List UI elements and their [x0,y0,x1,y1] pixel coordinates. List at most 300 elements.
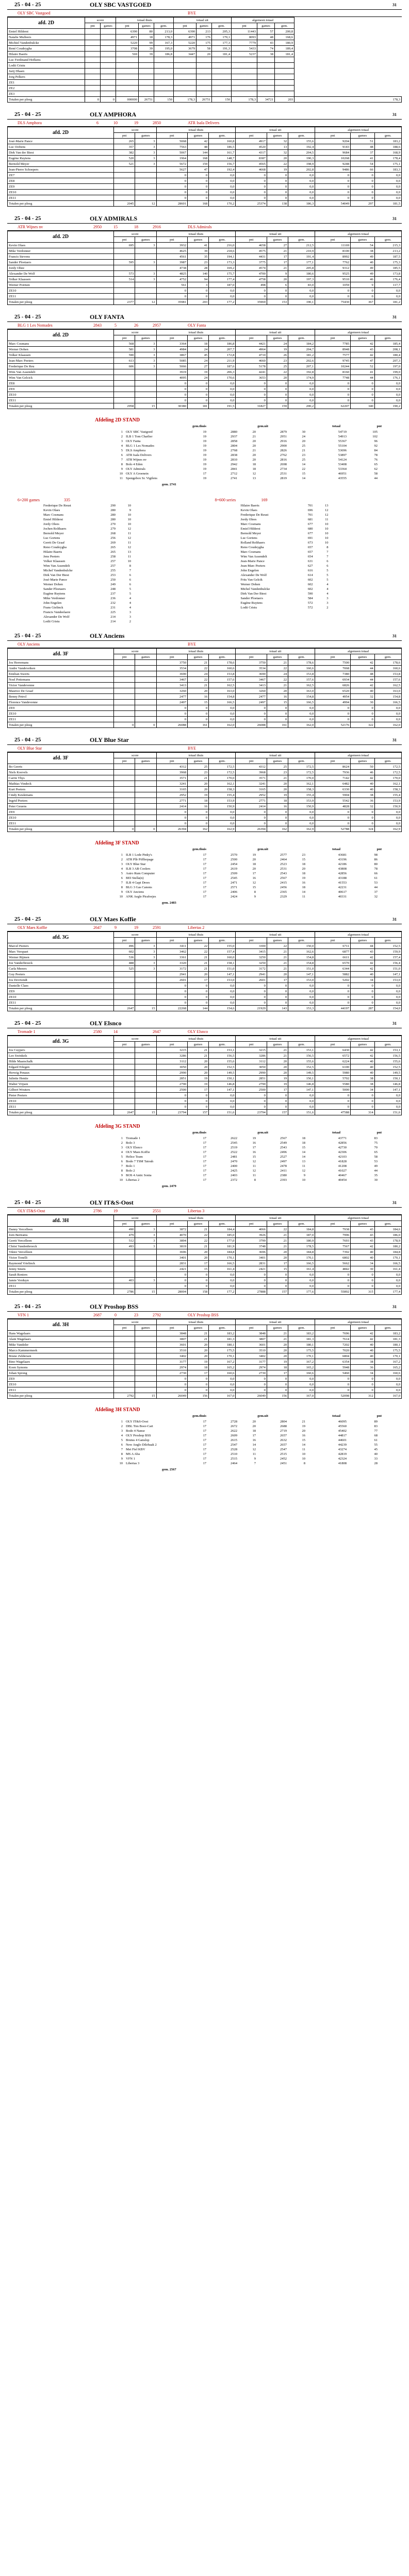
ranking-row [205,605,402,610]
score-cell: 17 [267,260,288,265]
total-cell: 367 [350,299,374,305]
home-team: OLY Blue Star [18,746,42,751]
score-cell: 191,3 [212,46,232,52]
score-cell: 44 [350,666,374,671]
score-cell: 2414 [156,804,187,809]
score-cell: 3750 [236,660,267,666]
score-cell: 3 [135,949,156,955]
player-name: Werner Poirnen [8,282,114,288]
standings-cell: 42306 [338,1150,347,1154]
standings-cell: 20 [252,439,256,443]
col-subheader: pnt [315,1221,351,1227]
score-cell: 160,6 [209,1370,236,1376]
col-subheader: games [197,23,212,29]
card-header [7,0,402,10]
player-name: Sander Ploetaers [43,587,66,591]
score-cell: 3250 [236,955,267,960]
score-cell: 0 [315,195,351,201]
player-count: 5 [129,587,131,591]
score-cell: 7068 [315,666,351,671]
standings-cell: 18 [302,1137,305,1140]
score-cell [85,40,101,46]
score-cell: 2974 [236,1365,267,1370]
score-cell: 178,6 [288,660,315,666]
player-name: Bruno Zeldersen [8,1353,114,1359]
standings-cell: 42856 [338,1141,347,1145]
player-name: Wim Van Assendelt [8,369,114,375]
score-cell [114,1064,135,1070]
total-cell: 161 [187,722,208,728]
player-name: Eugène Ruytens [8,156,114,161]
standings-cell: 53364 [338,467,347,471]
score-cell: 3447 [174,52,197,57]
total-cell: 170,2 [209,201,236,207]
standings-col-header [268,1414,309,1419]
score-cell: 3260 [236,688,267,694]
total-cell: 55892 [315,1289,351,1295]
team-title: OLY IT&S-Oost [90,1198,134,1206]
col-subheader: pnt [315,133,351,139]
score-cell: 210,9 [288,248,315,254]
col-subheader: gem. [288,237,315,243]
col-header: score [85,18,116,23]
player-score: 237 [110,592,116,596]
score-cell [116,57,139,63]
card-header [7,1019,402,1028]
score-cell [135,184,156,190]
col-subheader: games [187,335,208,341]
score-cell: 21 [267,660,288,666]
score-cell [232,86,257,91]
standings-cell: 18 [302,886,305,889]
score-cell: 0,0 [374,989,401,994]
score-cell [135,1059,156,1064]
score-cell: 0,0 [288,1093,315,1098]
score-cell [114,711,135,717]
score-cell: 0,0 [288,1382,315,1387]
totals-label: Totalen per ploeg [8,1110,114,1115]
total-cell: 151,6 [374,1110,401,1115]
score-cell: 39 [187,248,208,254]
score-cell: 7936 [315,770,351,775]
score-cell: 0 [267,1278,288,1283]
standings-row [7,1461,402,1466]
standings-cell: 2 [121,858,123,861]
standings-cell: 2471 [231,881,237,885]
player-name: Alexander De Wolf [43,615,70,619]
score-cell [275,69,295,74]
col-header: totaal uit [174,18,232,23]
table-row [8,294,402,299]
score-cell: 188,6 [374,144,401,150]
col-header: totaal thuis [156,1036,236,1042]
score-cell [232,63,257,69]
table-row [8,677,402,683]
total-cell: 0 [135,722,156,728]
player-name: ZE10 [8,1098,114,1104]
score-cell: 21 [187,775,208,781]
total-cell: 15 [135,1393,156,1399]
col-header: totaal thuis [156,1319,236,1325]
score-cell: 52 [350,364,374,369]
match-score: 2916 [153,225,161,229]
score-table [7,1319,402,1399]
ranking-row [7,517,205,522]
score-cell: 3 [135,150,156,156]
standings-cell: 46095 [338,1420,347,1423]
score-cell: 0,0 [374,184,401,190]
score-cell: 581 [114,347,135,352]
standings-cell: 25 [302,444,305,448]
total-cell: 52176 [315,722,351,728]
score-cell: 3401 [236,1255,267,1261]
col-subheader: games [187,1325,208,1331]
score-cell: 152,5 [209,1064,236,1070]
score-cell: 357 [114,144,135,150]
score-cell: 7567 [315,1244,351,1249]
standings-cell: 20 [252,453,256,457]
player-name: Jos Herremans [8,660,114,666]
score-cell: 151,0 [209,966,236,972]
total-cell: 154,0 [374,1006,401,1011]
total-cell: 28004 [156,1289,187,1295]
standings-cell: 8 [254,1178,256,1182]
score-cell: 151,0 [374,966,401,972]
score-cell: 0,0 [209,190,236,195]
total-cell: 47588 [315,1110,351,1115]
total-cell: 34721 [257,97,275,103]
totals-label: Totalen per ploeg [8,826,114,832]
standings-cell: 25 [302,458,305,462]
col-header: totaal thuis [156,231,236,237]
score-cell: 34 [350,1261,374,1266]
score-cell: 0 [315,711,351,717]
score-cell: 573 [114,271,135,277]
total-cell: 162,0 [288,722,315,728]
ranking-row [205,540,402,545]
score-cell [85,29,101,35]
col-subheader: games [135,1042,156,1047]
standings-cell: 19 [203,439,206,443]
score-cell [114,677,135,683]
score-cell: 6572 [315,1053,351,1059]
score-cell: 4825 [156,271,187,277]
player-name: Jens Peeters [43,555,60,558]
score-cell [135,700,156,705]
score-cell: 192,4 [209,167,236,173]
score-cell: 40 [350,781,374,787]
score-cell: 21 [187,955,208,960]
standings-col-header: totaal [332,425,340,428]
score-cell: 180,1 [209,1342,236,1348]
score-cell: 146,8 [374,1081,401,1087]
standings-row [7,1447,402,1452]
score-cell [114,1382,135,1387]
ranking-row [205,503,402,508]
score-cell [232,91,257,97]
score-cell: 0 [267,821,288,826]
score-cell: 48 [187,144,208,150]
score-cell: 0,0 [209,386,236,392]
score-cell: 0 [187,1098,208,1104]
player-count: 6 [129,578,131,582]
score-cell: 4971 [116,35,139,40]
total-cell: 143 [267,1006,288,1011]
score-cell: 17 [187,1370,208,1376]
score-cell: 185,4 [374,341,401,347]
score-cell [139,63,154,69]
table-row [8,688,402,694]
player-name: ZE11 [8,717,114,722]
score-table [7,1036,402,1115]
total-cell: 23794 [236,1110,267,1115]
score-cell: 6934 [315,677,351,683]
col-header: totaal thuis [116,18,174,23]
col-subheader: pnt [116,23,139,29]
standings-cell: 8 [303,1462,305,1465]
total-cell: 324 [350,826,374,832]
score-cell: 38 [350,792,374,798]
score-cell: 202,6 [288,358,315,364]
score-cell: 189,4 [275,46,295,52]
score-cell: 9510 [315,277,351,282]
score-cell: 3968 [236,770,267,775]
standings-row [7,1456,402,1461]
score-cell: 0,0 [209,983,236,989]
score-cell: 0,0 [288,1283,315,1289]
standings-cell: Astro Rum Computer [126,872,155,875]
ranking-row [7,550,205,554]
score-cell: 0 [350,294,374,299]
score-cell [114,392,135,398]
standings-row [7,1173,402,1178]
standings-col-header [206,1414,237,1419]
score-cell: 2952 [156,792,187,798]
score-cell: 42 [350,775,374,781]
score-cell: 3286 [236,1053,267,1059]
total-cell: 159 [267,403,288,409]
table-row [8,150,402,156]
score-cell [275,86,295,91]
player-name: ZE10 [8,288,114,294]
standings-cell: 22 [302,467,305,471]
player-name: Carla Meeers [8,966,114,972]
score-cell: 536 [114,955,135,960]
table-row [8,358,402,364]
score-cell: 512 [114,1238,135,1244]
player-name: Sander Ploetaers [8,260,114,265]
col-header: score [114,1215,156,1221]
standings-col-header: gem.thuis [192,1131,206,1134]
score-cell: 21 [267,683,288,688]
player-name: Jamie Verduyn [8,1278,114,1283]
col-subheader: games [350,133,374,139]
standings-cell: 40 [374,1452,378,1456]
standings-cell: OLY Proshop BSS [126,1434,151,1437]
score-cell [275,91,295,97]
ranking-row [205,513,402,517]
score-cell: 0 [315,398,351,403]
standings-cell: 65 [374,1150,378,1154]
match-teams [7,924,402,931]
standings-cell: 10 [119,1178,123,1182]
score-cell [135,1261,156,1266]
table-row [8,364,402,369]
score-cell: 0,0 [288,190,315,195]
ranking-row [7,527,205,531]
score-cell [139,80,154,86]
standings-cell: 20 [302,1429,305,1433]
standings-cell: 6 [121,453,123,457]
table-row [8,386,402,392]
player-name: Marc Cosmans [43,513,64,517]
score-cell: 3215 [236,1047,267,1053]
col-subheader: games [187,654,208,660]
score-cell: 17 [187,977,208,983]
score-cell: 175,5 [288,1348,315,1353]
score-cell [135,1087,156,1093]
score-cell: 181,4 [212,52,232,57]
score-cell: 0 [315,989,351,994]
score-cell: 0,0 [288,392,315,398]
col-header: totaal uit [236,127,315,133]
col-subheader: games [350,1325,374,1331]
player-score: 602 [307,578,313,582]
score-cell: 5882 [315,972,351,977]
score-cell: 155,4 [374,792,401,798]
standings-cell: 15 [302,1438,305,1442]
col-header: totaal thuis [156,1215,236,1221]
table-row [8,398,402,403]
score-cell: 0,0 [288,195,315,201]
standings-row [7,1429,402,1433]
score-cell [114,1053,135,1059]
score-cell: 197,3 [288,277,315,282]
standings-cell: 98 [374,853,378,857]
player-score: 236 [110,597,116,600]
score-cell: 3413 [236,683,267,688]
score-cell: 32 [350,694,374,700]
score-cell [135,1053,156,1059]
total-cell: 157 [267,1289,288,1295]
table-row [8,815,402,821]
standings-cell: 19 [252,1137,256,1140]
score-cell: 0 [315,983,351,989]
player-name: Frans Gielinck [43,606,63,609]
score-cell [135,265,156,271]
table-row [8,1070,402,1076]
score-cell: 4660 [236,358,267,364]
standings-row [7,1150,402,1155]
score-cell: 155,6 [374,1059,401,1064]
col-subheader: games [135,1221,156,1227]
score-cell: 496 [114,943,135,949]
standings-cell: 2470 [231,1160,237,1163]
match-date: 25 - 04 - 25 [14,314,41,320]
standings-cell: 4 [121,1150,123,1154]
score-cell: 0 [236,821,267,826]
col-header: algemeen totaal [315,753,402,758]
score-cell: 6100 [315,1064,351,1070]
score-cell: 0,0 [288,1278,315,1283]
score-cell: 3172 [156,966,187,972]
score-cell [135,764,156,770]
score-cell: 198,9 [288,161,315,167]
score-cell: 3 [135,156,156,161]
total-cell: 62207 [315,403,351,409]
standings-cell: 19 [203,435,206,438]
score-cell: 44 [350,375,374,381]
totals-label: Totalen per ploeg [8,403,114,409]
standings-cell: 2810 [231,458,237,462]
score-cell: 153,1 [288,1047,315,1053]
score-cell: 173,8 [374,271,401,277]
score-cell: 0,0 [288,983,315,989]
score-cell [135,1076,156,1081]
player-score: 584 [307,597,313,600]
standings-cell: 17 [203,1169,206,1173]
score-cell: 0,0 [288,717,315,722]
score-cell: 20 [267,1064,288,1070]
match-date: 25 - 04 - 25 [14,633,41,639]
score-cell: 0 [156,1104,187,1110]
score-cell: 40 [350,1070,374,1076]
player-name: Danny Vercelleen [8,1227,114,1232]
player-count: 10 [325,541,329,545]
col-subheader: games [135,1325,156,1331]
player-score: 681 [307,518,313,521]
col-subheader: gem. [374,1042,401,1047]
score-cell: 20 [267,781,288,787]
score-cell: 0 [187,288,208,294]
score-cell: 2500 [156,1087,187,1093]
total-cell: 27888 [236,1289,267,1295]
standings-cell: 2 [121,1425,123,1428]
score-cell: 0,0 [374,1098,401,1104]
standings-row [7,430,402,434]
score-cell: 0 [350,821,374,826]
score-cell: 170,0 [209,775,236,781]
score-cell: 154,8 [288,955,315,960]
score-cell: 3750 [156,660,187,666]
score-cell: 0,0 [374,398,401,403]
player-name: José-Marie Pance [43,578,68,582]
score-cell: 38 [257,52,275,57]
totals-label: Totalen per ploeg [8,1006,114,1011]
standings-cell: 9 [121,1457,123,1461]
col-subheader: gem. [288,1042,315,1047]
score-cell: 3320 [156,960,187,966]
score-cell [197,80,212,86]
away-team: OLY Elsnco [188,1029,208,1034]
score-cell: 19 [187,792,208,798]
home-team: DLS Amphora [18,121,42,125]
score-cell: 0 [236,809,267,815]
match-score: 2957 [153,323,161,328]
ranking-row [205,601,402,605]
score-cell [114,671,135,677]
score-cell [257,91,275,97]
home-team: Tromade 1 [18,1029,36,1034]
total-cell: 2045 [114,201,135,207]
score-cell: 0 [236,989,267,994]
player-count: 10 [325,536,329,540]
table-row [8,1370,402,1376]
score-cell [135,369,156,375]
score-cell: 403 [114,1278,135,1283]
player-score: 269 [110,541,116,545]
table-row [8,46,402,52]
